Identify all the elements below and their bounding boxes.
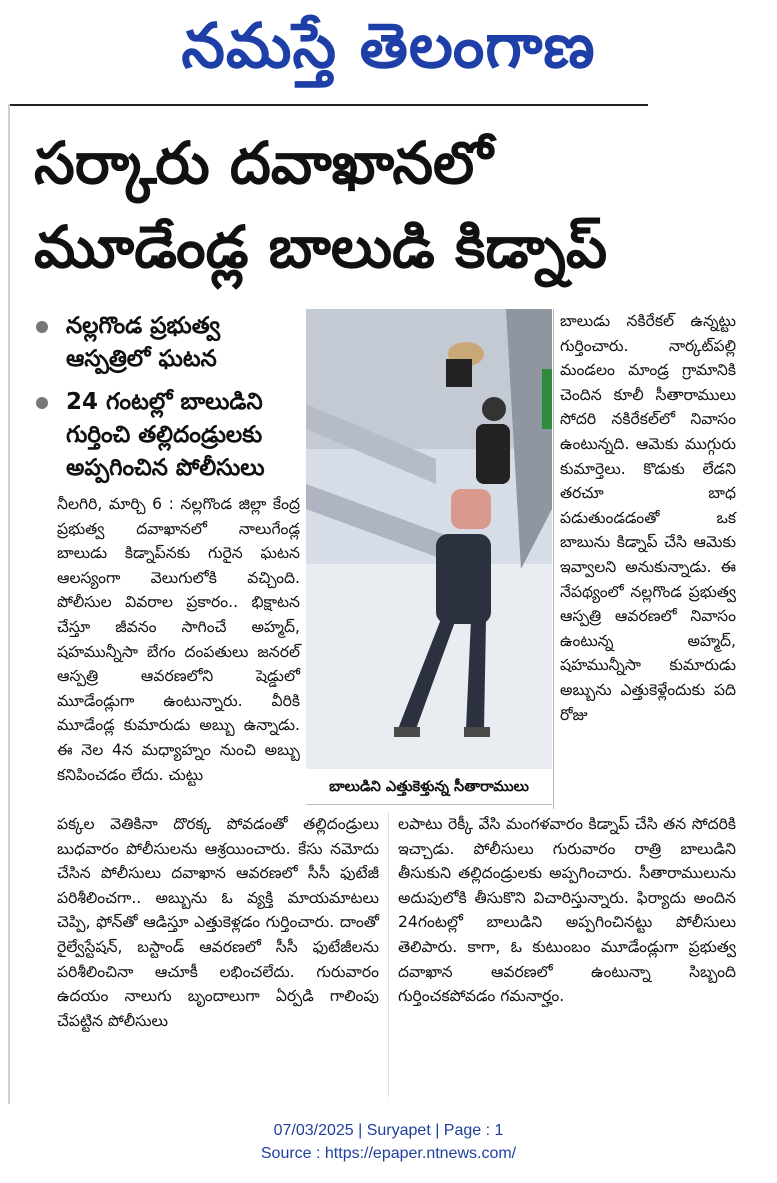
article-column-left: నీలగిరి, మార్చి 6 : నల్లగొండ జిల్లా కేంద్ర ప్రభుత్వ దవాఖానలో నాలుగేండ్ల బాలుడు కిడ్నాప్‌నకు గురైన ఘటన ఆలస్యంగా వెలుగులోకి వచ్చింది. పోలీసుల వివరాల ప్రకారం.. భిక్షాటన చేస్తూ జీవనం సాగించే అహ్మద్, షహమున్నీసా బేగం దంపతులు జనరల్ ఆస్పత్రి ఆవరణలోని షెడ్డులో మూడేండ్లుగా ఉంటున్నారు. వీరికి మూడేండ్ల కుమారుడు అబ్బు ఉన్నాడు. ఈ నెల 4న మధ్యాహ్నం నుంచి అబ్బు కనిపించడం లేదు. చుట్టు <box>57 495 300 784</box>
column-rule <box>553 309 554 809</box>
caption-rule <box>306 804 552 805</box>
newspaper-logo: నమస్తే తెలంగాణ <box>181 9 596 82</box>
headline-line-2: మూడేండ్ల బాలుడి కిడ్నాప్ <box>34 213 608 281</box>
footer-source: Source : https://epaper.ntnews.com/ <box>260 1145 517 1162</box>
bullet-icon <box>36 321 48 333</box>
highlight-text: నల్లగొండ ప్రభుత్వ ఆస్పత్రిలో ఘటన <box>66 313 221 372</box>
left-rule <box>8 104 10 1104</box>
highlight-item <box>36 310 296 376</box>
highlight-text: 24 గంటల్లో బాలుడిని గుర్తించి తల్లిదండ్రులకు అప్పగించిన పోలీసులు <box>66 389 265 481</box>
column-rule-bottom <box>388 812 389 1097</box>
news-photo <box>306 309 552 769</box>
article-column-bottom-right: లపాటు రెక్కీ వేసి మంగళవారం కిడ్నాప్ చేసి తన సోదరికి ఇచ్చాడు. పోలీసులు గురువారం రాత్రి బాలుడిని తీసుకుని తల్లిదండ్రులకు అప్పగించారు. సీతారాములును అదుపులోకి తీసుకొని విచారిస్తున్నారు. ఫిర్యాదు అందిన 24గంటల్లో బాలుడిని అప్పగించినట్టు పోలీసులు తెలిపారు. కాగా, ఓ కుటుంబం మూడేండ్లుగా ప్రభుత్వ దవాఖాన ఆవరణలో ఉంటున్నా సిబ్బంది గుర్తించకపోవడం గమనార్హం. <box>398 815 736 1006</box>
highlight-item <box>36 386 296 485</box>
photo-caption: బాలుడిని ఎత్తుకెళ్తున్న సీతారాములు <box>329 779 529 795</box>
masthead <box>0 0 777 90</box>
highlights <box>36 310 296 495</box>
headline-line-1: సర్కారు దవాఖానలో <box>34 129 493 197</box>
article-column-right: బాలుడు నకిరేకల్ ఉన్నట్టు గుర్తించారు. నార్కట్‌పల్లి మండలం మాండ్ర గ్రామానికి చెందిన కూలీ సీతారాములు సోదరి నకిరేకల్‌లో నివాసం ఉంటున్నది. ఆమెకు ముగ్గురు కుమార్తెలు. కొడుకు లేడని తరచూ బాధ పడుతుండడంతో ఒక బాబును కిడ్నాప్ చేసి ఆమెకు ఇవ్వాలని అనుకున్నాడు. ఈ నేపథ్యంలో నల్లగొండ ప్రభుత్వ ఆస్పత్రి ఆవరణలో నివాసం ఉంటున్న అహ్మద్, షహమున్నీసా కుమారుడు అబ్బును ఎత్తుకెళ్లేందుకు పది రోజు <box>560 312 736 724</box>
bullet-icon <box>36 397 48 409</box>
top-rule <box>8 104 648 106</box>
photo-image <box>306 309 552 769</box>
article-column-bottom-left: పక్కల వెతికినా దొరక్క పోవడంతో తల్లిదండ్రులు బుధవారం పోలీసులను ఆశ్రయించారు. కేసు నమోదు చేసిన పోలీసులు దవాఖాన ఆవరణలో సీసీ ఫుటేజీ పరిశీలించగా.. అబ్బును ఓ వ్యక్తి మాయమాటలు చెప్పి, ఫోన్‌తో ఆడిస్తూ ఎత్తుకెళ్లడం గుర్తించారు. దాంతో రైల్వేస్టేషన్, బస్టాండ్ ఆవరణలో సీసీ ఫుటేజీలను పరిశీలించినా ఆచూకీ లభించలేదు. గురువారం ఉదయం నాలుగు బృందాలుగా ఏర్పడి గాలింపు చేపట్టిన పోలీసులు <box>57 815 379 1030</box>
footer-date-edition: 07/03/2025 | Suryapet | Page : 1 <box>273 1122 504 1139</box>
